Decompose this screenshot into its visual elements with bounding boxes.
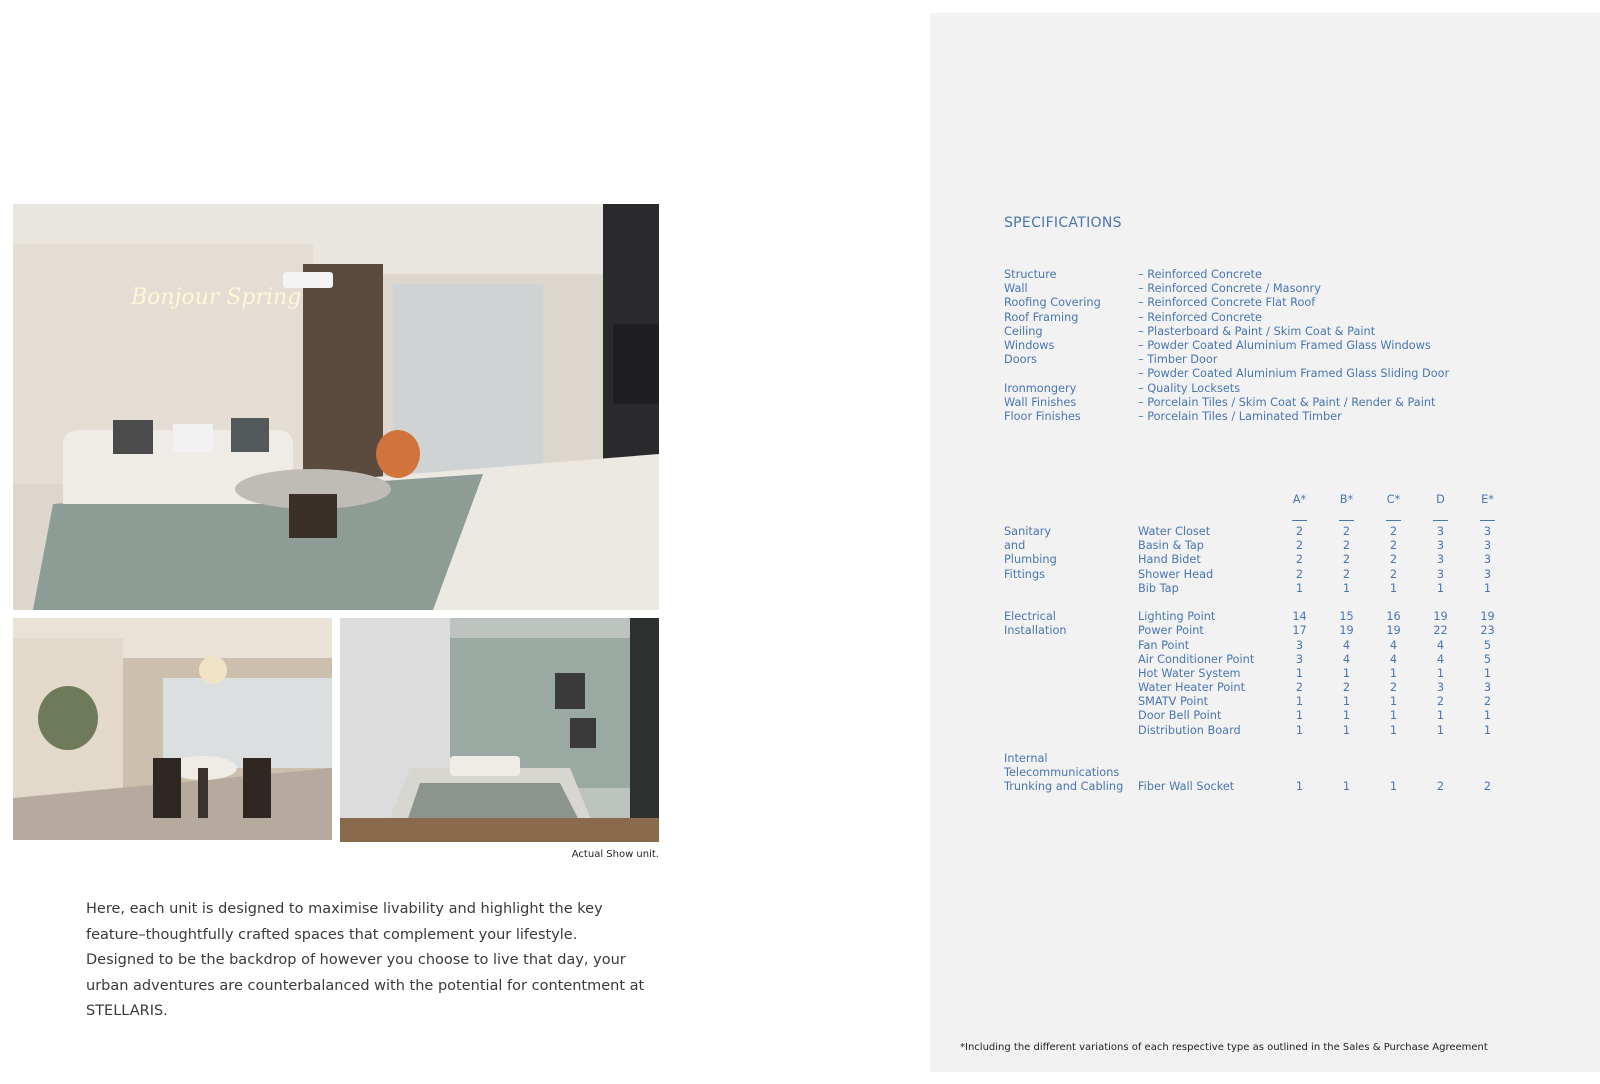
fittings-group-name — [1004, 610, 1138, 738]
spec-row — [1004, 325, 1564, 339]
table-row — [1138, 582, 1524, 596]
spec-label: Roofing Covering — [1004, 296, 1101, 310]
table-row — [1138, 653, 1524, 667]
spec-value: – Porcelain Tiles / Laminated Timber — [1138, 410, 1342, 424]
spec-value: – Plasterboard & Paint / Skim Coat & Paint — [1138, 324, 1376, 338]
fitting-count — [1417, 752, 1464, 766]
fitting-name: Basin & Tap — [1138, 539, 1204, 553]
spec-label: Roof Framing — [1004, 310, 1079, 324]
unit-type-d: D — [1417, 493, 1464, 525]
fitting-count: 2 — [1295, 681, 1304, 695]
table-row — [1138, 780, 1524, 794]
group-name-line: Telecommunications — [1004, 766, 1120, 780]
fitting-count: 3 — [1483, 681, 1492, 695]
fittings-group-name — [1004, 752, 1138, 795]
fitting-count: 4 — [1342, 638, 1351, 652]
fitting-count: 16 — [1386, 610, 1401, 624]
group-name-line: Internal — [1004, 752, 1048, 765]
fitting-count: 5 — [1483, 652, 1492, 666]
spec-row — [1004, 282, 1564, 296]
fitting-name: Water Closet — [1138, 525, 1211, 538]
fitting-name: Shower Head — [1138, 567, 1214, 581]
fitting-count: 1 — [1342, 695, 1351, 709]
fitting-count — [1464, 766, 1511, 780]
fitting-count: 4 — [1436, 652, 1445, 666]
fitting-count: 1 — [1483, 723, 1492, 737]
spec-value: – Reinforced Concrete — [1138, 268, 1262, 281]
fitting-name — [1138, 766, 1276, 780]
fitting-count: 1 — [1295, 666, 1304, 680]
spec-row — [1004, 410, 1564, 424]
spec-value: – Reinforced Concrete Flat Roof — [1138, 296, 1316, 310]
fittings-table — [1004, 493, 1524, 809]
group-name-line: Plumbing — [1004, 553, 1057, 567]
unit-type-a: A* — [1276, 493, 1323, 525]
fitting-count: 1 — [1483, 709, 1492, 723]
fitting-count: 3 — [1436, 553, 1445, 567]
spec-label: Structure — [1004, 268, 1057, 281]
spec-value: – Timber Door — [1138, 353, 1218, 367]
unit-type-header — [1276, 493, 1524, 525]
table-row — [1138, 709, 1524, 723]
fitting-count: 19 — [1386, 624, 1401, 638]
dining-room-photo — [13, 618, 332, 840]
fitting-count: 1 — [1295, 695, 1304, 709]
fitting-count: 19 — [1480, 610, 1495, 624]
fitting-name: SMATV Point — [1138, 695, 1209, 709]
fitting-name: Water Heater Point — [1138, 681, 1246, 695]
specifications-list — [1004, 268, 1564, 424]
fitting-count — [1276, 752, 1323, 766]
spec-label: Floor Finishes — [1004, 410, 1081, 424]
fitting-count: 2 — [1295, 567, 1304, 581]
intro-paragraph: Here, each unit is designed to maximise livability and highlight the key feature–thoughtfully crafted spaces that complement your lifestyle. Designed to be the backdrop of however you choose to live that day, your urban adventures are counterbalanced with the potential for contentment at STELLARIS. — [86, 901, 645, 1019]
fitting-count: 1 — [1342, 709, 1351, 723]
fitting-count — [1417, 766, 1464, 780]
fitting-name: Fan Point — [1138, 638, 1190, 652]
spec-label: Ironmongery — [1004, 381, 1077, 395]
fitting-count: 19 — [1433, 610, 1448, 624]
spec-row — [1004, 296, 1564, 310]
fitting-name — [1138, 752, 1276, 766]
fitting-count: 1 — [1295, 709, 1304, 723]
neon-sign-text: Bonjour Spring — [131, 285, 302, 310]
fitting-count: 23 — [1480, 624, 1495, 638]
spec-value: – Quality Locksets — [1138, 381, 1241, 395]
fitting-name: Fiber Wall Socket — [1138, 780, 1235, 794]
fitting-count: 3 — [1483, 539, 1492, 553]
fitting-name: Hot Water System — [1138, 666, 1241, 680]
fitting-count: 2 — [1342, 553, 1351, 567]
fitting-count — [1370, 752, 1417, 766]
fitting-count: 2 — [1389, 681, 1398, 695]
fitting-count: 3 — [1436, 567, 1445, 581]
fittings-group — [1004, 610, 1524, 738]
fitting-count: 4 — [1389, 638, 1398, 652]
fitting-count — [1464, 752, 1511, 766]
spec-label: Ceiling — [1004, 324, 1043, 338]
fitting-count: 3 — [1295, 638, 1304, 652]
spec-value: – Powder Coated Aluminium Framed Glass Windows — [1138, 339, 1431, 353]
group-name-line: Trunking and Cabling — [1004, 780, 1124, 794]
fitting-count: 1 — [1436, 581, 1445, 595]
spec-label: Doors — [1004, 353, 1038, 367]
fitting-name: Door Bell Point — [1138, 709, 1222, 723]
fitting-count: 17 — [1292, 624, 1307, 638]
photo-caption: Actual Show unit. — [571, 849, 659, 860]
fitting-count: 1 — [1389, 780, 1398, 794]
unit-type-e: E* — [1464, 493, 1511, 525]
fitting-count: 15 — [1339, 610, 1354, 624]
fitting-count: 3 — [1483, 553, 1492, 567]
group-name-line: Electrical — [1004, 610, 1056, 624]
table-row — [1138, 724, 1524, 738]
fitting-count: 1 — [1342, 666, 1351, 680]
fitting-name: Distribution Board — [1138, 723, 1241, 737]
table-row — [1138, 639, 1524, 653]
fitting-count: 1 — [1342, 723, 1351, 737]
fittings-items — [1138, 752, 1524, 795]
spec-row — [1004, 339, 1564, 353]
fitting-count: 1 — [1389, 709, 1398, 723]
fitting-count: 1 — [1436, 709, 1445, 723]
spec-label: Wall — [1004, 282, 1028, 296]
group-name-line: Fittings — [1004, 567, 1046, 581]
fittings-items — [1138, 610, 1524, 738]
fitting-count: 1 — [1295, 723, 1304, 737]
fitting-count: 1 — [1389, 695, 1398, 709]
table-row — [1138, 568, 1524, 582]
fitting-count — [1370, 766, 1417, 780]
fitting-count: 3 — [1483, 567, 1492, 581]
fitting-count: 4 — [1342, 652, 1351, 666]
fitting-count: 2 — [1389, 553, 1398, 567]
fittings-group — [1004, 525, 1524, 596]
fitting-name: Hand Bidet — [1138, 553, 1201, 567]
group-name-line: and — [1004, 539, 1026, 553]
fitting-count: 1 — [1389, 723, 1398, 737]
table-row — [1138, 553, 1524, 567]
fittings-items — [1138, 525, 1524, 596]
spec-value: – Reinforced Concrete — [1138, 310, 1262, 324]
fitting-count: 1 — [1483, 581, 1492, 595]
fitting-count: 5 — [1483, 638, 1492, 652]
fitting-count: 2 — [1342, 567, 1351, 581]
fitting-count: 3 — [1436, 525, 1445, 538]
spec-value: – Powder Coated Aluminium Framed Glass Sliding Door — [1138, 367, 1450, 381]
fitting-count: 1 — [1436, 666, 1445, 680]
fitting-count — [1276, 766, 1323, 780]
group-name-line: Installation — [1004, 624, 1067, 638]
table-row — [1138, 624, 1524, 638]
fitting-count: 2 — [1436, 695, 1445, 709]
table-row — [1138, 610, 1524, 624]
fitting-count: 1 — [1342, 581, 1351, 595]
fittings-group-name — [1004, 525, 1138, 596]
fitting-count: 2 — [1342, 525, 1351, 538]
fitting-count: 4 — [1436, 638, 1445, 652]
fitting-count: 1 — [1295, 780, 1304, 794]
fitting-count: 2 — [1342, 681, 1351, 695]
spec-value: – Reinforced Concrete / Masonry — [1138, 282, 1321, 296]
fitting-count: 2 — [1483, 695, 1492, 709]
fitting-name: Bib Tap — [1138, 581, 1179, 595]
fitting-count: 1 — [1342, 780, 1351, 794]
fitting-count: 1 — [1483, 666, 1492, 680]
fitting-count: 3 — [1436, 539, 1445, 553]
fitting-count: 2 — [1389, 539, 1398, 553]
table-row — [1138, 539, 1524, 553]
table-row — [1138, 667, 1524, 681]
fitting-count — [1323, 752, 1370, 766]
fitting-count: 2 — [1483, 780, 1492, 794]
bedroom-photo — [340, 618, 659, 842]
fitting-count: 2 — [1295, 553, 1304, 567]
fitting-count: 2 — [1389, 525, 1398, 538]
fitting-count: 1 — [1389, 581, 1398, 595]
fitting-count: 2 — [1295, 525, 1304, 538]
specifications-panel — [930, 13, 1600, 1072]
unit-type-c: C* — [1370, 493, 1417, 525]
fitting-count: 3 — [1436, 681, 1445, 695]
fitting-count: 2 — [1436, 780, 1445, 794]
unit-type-b: B* — [1323, 493, 1370, 525]
footnote: *Including the different variations of each respective type as outlined in the Sales & Purchase Agreement — [960, 1042, 1488, 1053]
fitting-count: 4 — [1389, 652, 1398, 666]
fitting-count: 1 — [1295, 581, 1304, 595]
spec-value: – Porcelain Tiles / Skim Coat & Paint / Render & Paint — [1138, 395, 1436, 409]
table-row — [1138, 695, 1524, 709]
fitting-count: 14 — [1292, 610, 1307, 624]
table-row — [1138, 752, 1524, 766]
fittings-group — [1004, 752, 1524, 795]
fitting-count: 19 — [1339, 624, 1354, 638]
spec-row — [1004, 268, 1564, 282]
fitting-count: 2 — [1389, 567, 1398, 581]
specifications-title: SPECIFICATIONS — [1004, 215, 1122, 231]
fitting-count: 2 — [1342, 539, 1351, 553]
fitting-count: 2 — [1295, 539, 1304, 553]
living-room-photo — [13, 204, 659, 610]
fitting-name: Lighting Point — [1138, 610, 1216, 624]
table-row — [1138, 681, 1524, 695]
fitting-count: 1 — [1389, 666, 1398, 680]
fitting-count — [1323, 766, 1370, 780]
spec-label: Windows — [1004, 339, 1055, 353]
fitting-name: Power Point — [1138, 624, 1204, 638]
group-name-line: Sanitary — [1004, 525, 1052, 538]
table-row — [1138, 525, 1524, 539]
spec-row — [1004, 353, 1564, 381]
fitting-count: 22 — [1433, 624, 1448, 638]
table-row — [1138, 766, 1524, 780]
fitting-count: 3 — [1483, 525, 1492, 538]
fittings-groups — [1004, 525, 1524, 795]
spec-row — [1004, 382, 1564, 396]
spec-label: Wall Finishes — [1004, 395, 1077, 409]
fitting-count: 1 — [1436, 723, 1445, 737]
spec-row — [1004, 396, 1564, 410]
spec-row — [1004, 311, 1564, 325]
fitting-name: Air Conditioner Point — [1138, 652, 1255, 666]
fitting-count: 3 — [1295, 652, 1304, 666]
